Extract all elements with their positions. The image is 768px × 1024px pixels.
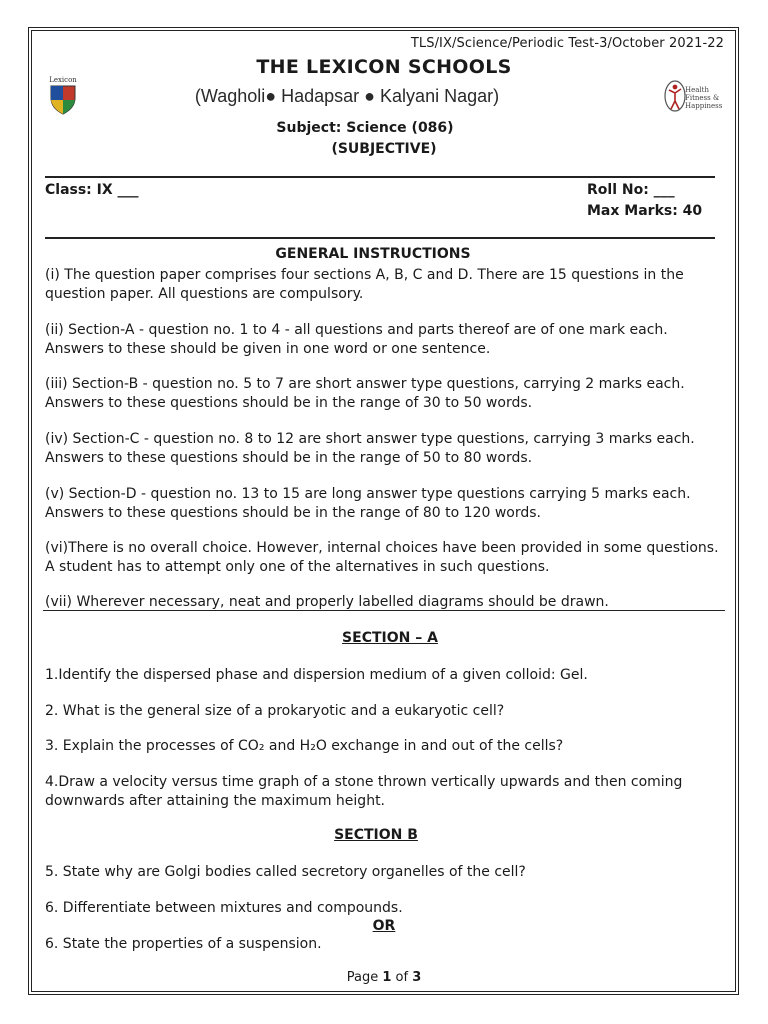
page-total: 3 [412, 970, 422, 985]
question: 2. What is the general size of a prokaryotic and a eukaryotic cell? [45, 703, 505, 719]
question: 6. Differentiate between mixtures and compounds. [45, 900, 403, 916]
question-alternative: 6. State the properties of a suspension. [45, 936, 322, 952]
divider [43, 610, 725, 611]
instruction-item: (ii) Section-A - question no. 1 to 4 - all questions and parts thereof are of one mark each. Answers to these should be given in one word or one sentence. [45, 322, 668, 357]
campus-list: (Wagholi● Hadapsar ● Kalyani Nagar) [194, 86, 500, 106]
instruction-item: (iii) Section-B - question no. 5 to 7 are short answer type questions, carrying 2 marks each. Answers to these questions should be in the range of 30 to 50 words. [45, 376, 685, 411]
health-logo-caption: Health Fitness & Happiness [685, 86, 723, 110]
page-mid: of [391, 970, 413, 985]
section-b-title: SECTION B [334, 827, 418, 843]
divider [45, 237, 715, 239]
paper-type: (SUBJECTIVE) [331, 141, 437, 157]
class-field: Class: IX ___ [45, 182, 139, 198]
page-prefix: Page [346, 970, 383, 985]
logo-caption: Lexicon [49, 76, 77, 84]
subject-line: Subject: Science (086) [276, 120, 454, 136]
page-number: 1 [382, 970, 392, 985]
instruction-item: (vi)There is no overall choice. However, internal choices have been provided in some questions. A student has to attempt only one of the alternatives in such questions. [45, 540, 719, 575]
roll-number-field: Roll No: ___ [587, 182, 675, 198]
question: 4.Draw a velocity versus time graph of a stone thrown vertically upwards and then coming downwards after attaining the maximum height. [45, 774, 683, 809]
health-logo [663, 72, 723, 124]
instruction-item: (i) The question paper comprises four sections A, B, C and D. There are 15 questions in the question paper. All questions are compulsory. [45, 267, 684, 302]
instruction-item: (v) Section-D - question no. 13 to 15 are long answer type questions carrying 5 marks each. Answers to these questions should be in the range of 80 to 120 words. [45, 486, 691, 521]
paper-code: TLS/IX/Science/Periodic Test-3/October 2021-22 [410, 36, 724, 51]
page-footer [0, 970, 768, 985]
school-name: THE LEXICON SCHOOLS [256, 56, 512, 78]
max-marks: Max Marks: 40 [587, 203, 703, 219]
or-separator: OR [372, 918, 396, 934]
question: 5. State why are Golgi bodies called secretory organelles of the cell? [45, 864, 526, 880]
section-a-title: SECTION – A [342, 630, 438, 646]
instructions-heading: GENERAL INSTRUCTIONS [275, 246, 471, 262]
question: 1.Identify the dispersed phase and dispersion medium of a given colloid: Gel. [45, 667, 588, 683]
instruction-item: (vii) Wherever necessary, neat and properly labelled diagrams should be drawn. [45, 594, 609, 610]
question: 3. Explain the processes of CO₂ and H₂O exchange in and out of the cells? [45, 738, 564, 754]
fitness-figure-icon [663, 78, 687, 114]
divider [45, 176, 715, 178]
instruction-item: (iv) Section-C - question no. 8 to 12 are short answer type questions, carrying 3 marks each. Answers to these questions should be in the range of 50 to 80 words. [45, 431, 695, 466]
